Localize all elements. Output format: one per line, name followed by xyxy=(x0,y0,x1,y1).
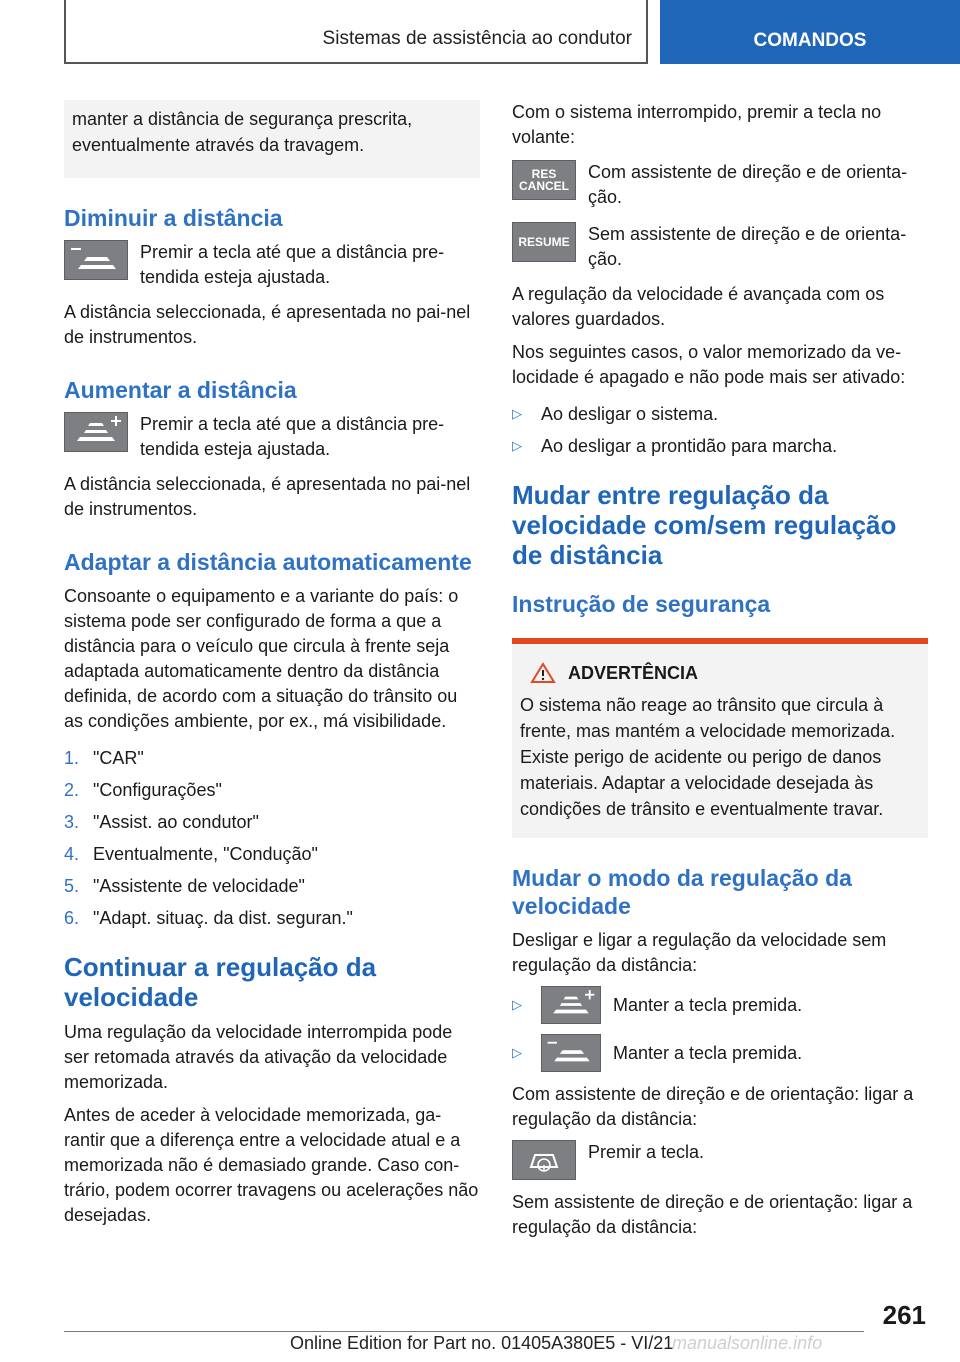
warning-title: ADVERTÊNCIA xyxy=(568,662,699,683)
distance-increase-button-icon xyxy=(64,412,128,452)
warning-triangle-icon xyxy=(530,662,556,684)
triangle-bullet-icon: ▷ xyxy=(512,438,522,453)
hold-row-2 xyxy=(512,1034,928,1072)
button-row-res-cancel xyxy=(512,160,928,210)
footer-divider xyxy=(64,1331,864,1332)
continuar-p1: Uma regulação da velocidade interrompida pode ser retomada através da ativação da velocidade memorizada. xyxy=(64,1022,453,1092)
warning-box xyxy=(512,638,928,838)
button-row-assist xyxy=(512,1140,928,1180)
press-text: Premir a tecla. xyxy=(588,1142,705,1162)
button-row-increase xyxy=(64,412,480,462)
decrease-note: A distância seleccionada, é apresentada no pai-nel de instrumentos. xyxy=(64,302,471,347)
heading-adaptar: Adaptar a distância automaticamente xyxy=(64,549,472,575)
list-item: 4. Eventualmente, "Condução" xyxy=(64,844,318,864)
resume-text: Sem assistente de direção e de orienta-ção. xyxy=(588,224,907,269)
edition-text: Online Edition for Part no. 01405A380E5 - VI/21 xyxy=(290,1333,674,1353)
page-number: 261 xyxy=(882,1300,926,1330)
res-cancel-button-icon: RES CANCEL xyxy=(512,160,576,200)
hold-text-2: Manter a tecla premida. xyxy=(613,1042,803,1063)
heading-instrucao: Instrução de segurança xyxy=(512,591,771,617)
note-box: manter a distância de segurança prescrita, eventualmente através da travagem. xyxy=(64,100,480,178)
button-row-decrease xyxy=(64,240,480,290)
heading-diminuir: Diminuir a distância xyxy=(64,205,283,231)
distance-increase-button-icon xyxy=(541,986,601,1024)
watermark-text: manualsonline.info xyxy=(672,1333,823,1353)
right-p4: Sem assistente de direção e de orientação: ligar a regulação da distância: xyxy=(512,1192,913,1237)
hold-text-1: Manter a tecla premida. xyxy=(613,994,803,1015)
right-p3: Com assistente de direção e de orientação: ligar a regulação da distância: xyxy=(512,1084,914,1129)
header-frame xyxy=(64,0,648,64)
distance-decrease-button-icon xyxy=(541,1034,601,1072)
heading-modo: Mudar o modo da regulação da velocidade xyxy=(512,865,852,919)
right-p2: Nos seguintes casos, o valor memorizado da ve-locidade é apagado e não pode mais ser ativado: xyxy=(512,342,906,387)
triangle-bullet-icon: ▷ xyxy=(512,406,522,421)
triangle-bullet-icon: ▷ xyxy=(512,1045,522,1060)
right-column xyxy=(512,100,928,1248)
section-title: Sistemas de assistência ao condutor xyxy=(322,28,632,49)
button-row-resume xyxy=(512,222,928,272)
list-item: 6. "Adapt. situaç. da dist. seguran." xyxy=(64,908,353,928)
heading-continuar: Continuar a regulação da velocidade xyxy=(64,952,377,1012)
left-column xyxy=(64,100,480,1236)
list-item: 1. "CAR" xyxy=(64,748,144,768)
resume-intro: Com o sistema interrompido, premir a tecla no volante: xyxy=(512,102,882,147)
hold-row-1 xyxy=(512,986,928,1024)
resume-button-icon: RESUME xyxy=(512,222,576,262)
continuar-p2: Antes de aceder à velocidade memorizada, ga-rantir que a diferença entre a velocidade atual e a memorizada não é demasiado grande. Caso con-trário, podem ocorrer travagens ou acelerações não desejadas. xyxy=(64,1105,479,1225)
heading-mudar: Mudar entre regulação da velocidade com/sem regulação de distância xyxy=(512,480,897,570)
list-item: 2. "Configurações" xyxy=(64,780,222,800)
steering-assist-button-icon xyxy=(512,1140,576,1180)
modo-text: Desligar e ligar a regulação da velocidade sem regulação da distância: xyxy=(512,930,887,975)
res-cancel-text: Com assistente de direção e de orienta-ção. xyxy=(588,162,908,207)
list-item: 3. "Assist. ao condutor" xyxy=(64,812,259,832)
increase-instruction: Premir a tecla até que a distância pre-tendida esteja ajustada. xyxy=(140,414,445,459)
list-item: 5. "Assistente de velocidade" xyxy=(64,876,305,896)
increase-note: A distância seleccionada, é apresentada no pai-nel de instrumentos. xyxy=(64,474,471,519)
right-p1: A regulação da velocidade é avançada com os valores guardados. xyxy=(512,284,885,329)
chapter-tab[interactable]: COMANDOS xyxy=(660,0,960,64)
reset-cases-list xyxy=(512,398,928,462)
warning-text: O sistema não reage ao trânsito que circula à frente, mas mantém a velocidade memorizada. Existe perigo de acidente ou perigo de danos materiais. Adaptar a velocidade desejada às condições de trânsito e eventualmente travar. xyxy=(520,695,896,819)
decrease-instruction: Premir a tecla até que a distância pre-tendida esteja ajustada. xyxy=(140,242,445,287)
distance-decrease-button-icon xyxy=(64,240,128,280)
list-item: ▷ Ao desligar o sistema. xyxy=(512,398,928,430)
settings-steps xyxy=(64,742,480,934)
heading-aumentar: Aumentar a distância xyxy=(64,377,297,403)
adaptar-text: Consoante o equipamento e a variante do país: o sistema pode ser configurado de forma a que a distância para o veículo que circula à frente seja adaptada automaticamente dentro da distância definida, de acordo com a situação do trânsito ou as condições ambiente, por ex., má visibilidade. xyxy=(64,586,459,731)
triangle-bullet-icon: ▷ xyxy=(512,997,522,1012)
list-item: ▷ Ao desligar a prontidão para marcha. xyxy=(512,430,928,462)
